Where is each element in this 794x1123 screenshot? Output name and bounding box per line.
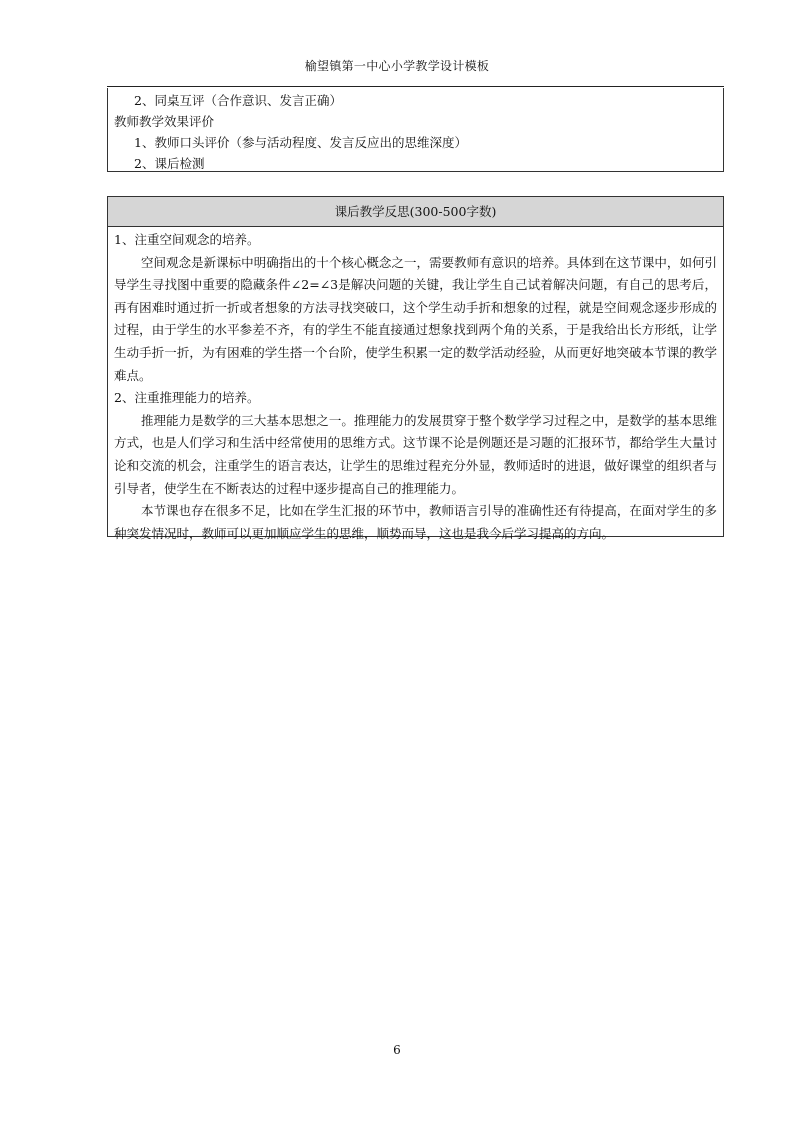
teacher-evaluation-heading: 教师教学效果评价 xyxy=(114,114,215,129)
reflection-box xyxy=(107,196,724,541)
reflection-item2-paragraph: 推理能力是数学的三大基本思想之一。推理能力的发展贯穿于整个数学学习过程之中，是数学的基本思维方式，也是人们学习和生活中经常使用的思维方式。这节课不论是例题还是习题的汇报环节，都给学生大量讨论和交流的机会，注重学生的语言表达，让学生的思维过程充分外显，教师适时的进退，做好课堂的组织者与引导者，使学生在不断表达的过程中逐步提高自己的推理能力。 xyxy=(114,412,717,496)
page-header-title: 榆望镇第一中心小学教学设计模板 xyxy=(304,59,490,73)
page-number: 6 xyxy=(393,1043,401,1057)
after-class-test-line: 2、课后检测 xyxy=(134,156,205,171)
reflection-body xyxy=(108,227,723,547)
reflection-heading: 课后教学反思(300-500字数) xyxy=(108,197,723,227)
header-rule xyxy=(107,86,724,87)
oral-evaluation-line: 1、教师口头评价（参与活动程度、发言反应出的思维深度） xyxy=(134,135,467,150)
reflection-item3-paragraph: 本节课也存在很多不足，比如在学生汇报的环节中，教师语言引导的准确性还有待提高，在面对学生的多种突发情况时，教师可以更加顺应学生的思维，顺势而导，这也是我今后学习提高的方向。 xyxy=(114,503,717,541)
peer-review-line: 2、同桌互评（合作意识、发言正确） xyxy=(134,93,342,108)
reflection-item2-title: 2、注重推理能力的培养。 xyxy=(114,390,260,406)
reflection-item1-paragraph: 空间观念是新课标中明确指出的十个核心概念之一，需要教师有意识的培养。具体到在这节课中，如何引导学生寻找图中重要的隐藏条件∠2=∠3是解决问题的关键，我让学生自己试着解决问题，有自己的思考后，再有困难时通过折一折或者想象的方法寻找突破口，这个学生动手折和想象的过程，就是空间观念逐步形成的过程，由于学生的水平参差不齐，有的学生不能直接通过想象找到两个角的关系，于是我给出长方形纸，让学生动手折一折，为有困难的学生搭一个台阶，使学生积累一定的数学活动经验，从而更好地突破本节课的教学难点。 xyxy=(114,254,717,383)
reflection-item1-title: 1、注重空间观念的培养。 xyxy=(114,232,260,247)
evaluation-box xyxy=(107,88,724,172)
